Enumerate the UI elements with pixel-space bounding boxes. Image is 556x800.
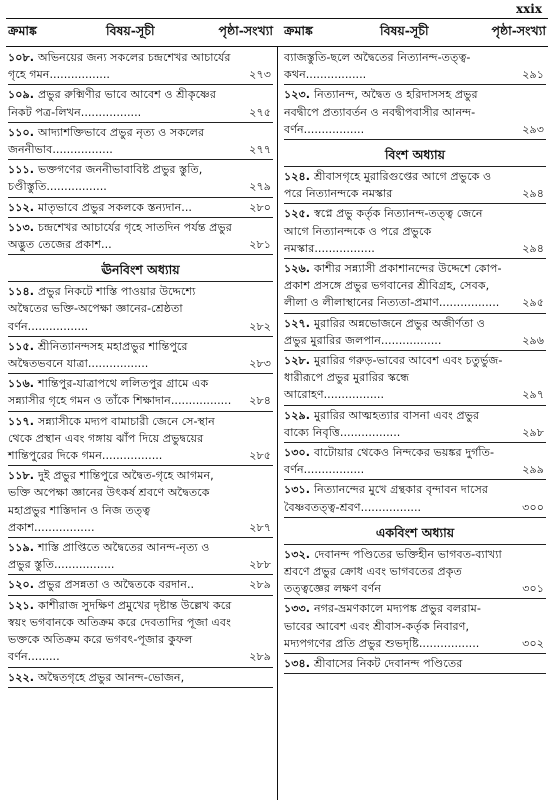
toc-entry (8, 85, 273, 122)
left-column (8, 48, 273, 688)
entry-number: ১১৬. (8, 377, 38, 391)
entry-page-number: ২৮২ (249, 319, 271, 333)
entry-text (284, 205, 506, 257)
toc-entry (284, 406, 546, 443)
entry-text (8, 467, 233, 536)
entry-page-number: ২৮০ (249, 200, 271, 214)
entry-text (8, 199, 233, 216)
entry-page-number: ২৮১ (249, 238, 271, 252)
entry-number: ১১০. (8, 125, 38, 139)
entry-page-number: ২৭৫ (249, 105, 271, 119)
entry-title: শ্রীবাসগৃহে মুরারিগুপ্তের আগে প্রভুকে ও পরে নিত্যানন্দকে নমস্কার (284, 170, 492, 201)
entry-title: অভিনয়ের জন্য সকলের চন্দ্রশেখর আচার্যের গৃহে গমন................. (8, 51, 231, 82)
toc-entry (8, 575, 273, 595)
entry-page-number: ৩০০ (522, 500, 544, 514)
toc-entry (8, 466, 273, 538)
entry-text (284, 444, 506, 478)
entry-title: চন্দ্রশেখর আচার্যের গৃহে সাতদিন পর্যন্ত প্রভুর অদ্ভুত তেজের প্রকাশ... (8, 220, 232, 252)
entry-number: ১২০. (8, 578, 38, 592)
entry-title: সন্ন্যাসীকে মদ্যপ বামাচারী জেনে সে-স্থান থেকে প্রস্থান এবং গঙ্গায় ঝাঁপ দিয়ে প্রভুদ্বয়ের শান্তিপুরের দিকে গমন................. (8, 414, 215, 463)
entry-number: ১১৫. (8, 339, 38, 353)
entry-title: নিত্যানন্দ, অদ্বৈত ও হরিদাসসহ প্রভুর নবদ্বীপে প্রত্যাবর্তন ও নবদ্বীপবাসীর আনন্দ-বর্ণন................. (284, 88, 478, 136)
page-header: পৃষ্ঠা-সংখ্যা (491, 23, 546, 38)
entry-text (8, 597, 233, 666)
entry-number: ১১৮. (8, 469, 38, 483)
entry-text (8, 539, 233, 573)
entry-number: ১২৭. (284, 316, 314, 330)
entry-number: ১১২. (8, 200, 38, 214)
toc-entry (8, 337, 273, 374)
entry-title: প্রভুর প্রসন্নতা ও অদ্বৈতকে বরদান.. (37, 578, 195, 592)
entry-text (284, 600, 506, 652)
entry-title: শ্রীবাসের নিকট দেবানন্দ পণ্ডিতের (313, 657, 463, 671)
entry-text (8, 338, 233, 372)
page-header: পৃষ্ঠা-সংখ্যা (218, 23, 273, 38)
entry-page-number: ২৭৭ (249, 143, 271, 157)
entry-page-number: ২৮৮ (249, 558, 271, 572)
entry-page-number: ২৯৭ (522, 388, 544, 402)
toc-entry (8, 668, 273, 688)
entry-text (284, 352, 506, 404)
top-rule (6, 18, 548, 19)
toc-entry (284, 48, 546, 85)
entry-text (284, 315, 506, 349)
entry-title: কাশীর সন্ন্যাসী প্রকাশানন্দের উদ্দেশে কোপ-প্রকাশ প্রসঙ্গে প্রভুর ভগবানের শ্রীবিগ্রহ, সেবক, লীলা ও লীলাস্থানের নিত্যতা-প্রমাণ................. (284, 262, 502, 310)
entry-page-number: ২৯৩ (522, 122, 544, 136)
entry-number: ১১৯. (8, 541, 38, 555)
entry-text (284, 407, 506, 441)
entry-number: ১১৪. (8, 285, 38, 299)
entry-number: ১২৯. (284, 408, 314, 422)
entry-number: ১১১. (8, 163, 38, 177)
entry-title: মুরারির গরুড়-ভাবের আবেশ এবং চতুর্ভুজ-ধারীরূপে প্রভুর মুরারির স্কন্ধে আরোহণ................. (284, 354, 503, 402)
toc-entry (8, 596, 273, 668)
serial-header: ক্রমাঙ্ক (8, 23, 37, 38)
toc-entry (284, 167, 546, 204)
entry-title: দুই প্রভুর শান্তিপুরে অদ্বৈত-গৃহে আগমন, ভক্তি অপেক্ষা জ্ঞানের উৎকর্ষ শ্রবণে অদ্বৈতকে মহাপ্রভুর শাস্তিদান ও নিজ তত্ত্ব প্রকাশ................. (8, 469, 214, 534)
entry-text (8, 124, 233, 158)
section-heading: ঊনবিংশ অধ্যায় (8, 255, 273, 282)
entry-text (8, 86, 233, 120)
entry-text (284, 481, 506, 515)
entry-title: বাটোয়ার থেকেও নিন্দকের ভয়ঙ্কর দুর্গতি-বর্ণন................. (284, 446, 495, 477)
right-column (284, 48, 546, 674)
entry-text (284, 260, 506, 312)
entry-number: ১২৮. (284, 354, 314, 368)
entry-number: ১১৩. (8, 220, 38, 234)
toc-entry (284, 545, 546, 600)
entry-number: ১২১. (8, 598, 38, 612)
toc-entry (284, 314, 546, 351)
entry-title: শ্রীনিত্যানন্দসহ মহাপ্রভুর শান্তিপুরে অদ্বৈতভবনে যাত্রা................. (8, 339, 188, 371)
section-heading: বিংশ অধ্যায় (284, 140, 546, 167)
entry-text (284, 655, 506, 672)
entry-title: মাতৃভাবে প্রভুর সকলকে স্তন্যদান... (37, 200, 192, 214)
entry-title: মুরারির অন্নভোজনে প্রভুর অজীর্ণতা ও প্রভুর মুরারির জলপান................. (284, 316, 486, 347)
entry-text (8, 576, 233, 593)
entry-text (8, 413, 233, 465)
toc-entry (8, 538, 273, 575)
entry-number: ১২৪. (284, 170, 314, 184)
entry-title: প্রভুর নিকটে শাস্তি পাওয়ার উদ্দেশ্যে অদ্বৈতের ভক্তি-অপেক্ষা জ্ঞানের-শ্রেষ্ঠতা বর্ণন................. (8, 285, 196, 333)
section-heading: একবিংশ অধ্যায় (284, 518, 546, 545)
entry-page-number: ২৭৯ (249, 180, 271, 194)
toc-entry (8, 123, 273, 160)
entry-number: ১৩১. (284, 483, 314, 497)
toc-entry (8, 198, 273, 218)
toc-entry (284, 443, 546, 480)
toc-entry (284, 599, 546, 654)
entry-title: ভক্তগণের জননীভাবাবিষ্ট প্রভুর স্তুতি, চণ্ডীস্তুতি................. (8, 163, 203, 194)
entry-title: শাস্তি প্রাপ্তিতে অদ্বৈতের আনন্দ-নৃত্য ও প্রভুর স্তুতি................. (8, 541, 210, 572)
left-header (8, 22, 273, 44)
subject-header: বিষয়-সূচী (380, 23, 429, 38)
entry-page-number: ২৯৪ (522, 187, 544, 201)
toc-entry (284, 654, 546, 674)
right-header (284, 22, 546, 44)
toc-entry (8, 412, 273, 467)
entry-title: স্বপ্নে প্রভু কর্তৃক নিত্যানন্দ-তত্ত্ব জেনে আগে নিত্যানন্দকে ও পরে প্রভুকে নমস্কার................. (284, 207, 483, 255)
entry-page-number: ২৯৯ (522, 463, 544, 477)
entry-title: শান্তিপুর-যাত্রাপথে ললিতপুর গ্রামে এক সন্ন্যাসীর গৃহে গমন ও তাঁকে শিক্ষাদান................. (8, 377, 232, 408)
toc-entry (8, 282, 273, 337)
entry-title: অদ্বৈতগৃহে প্রভুর আনন্দ-ভোজন, (37, 670, 185, 684)
entry-text (8, 669, 233, 686)
entry-text (284, 168, 506, 202)
toc-entry (284, 480, 546, 517)
entry-title: ব্যাজস্তুতি-ছলে অদ্বৈতের নিত্যানন্দ-তত্ত্ব-কথন................. (284, 51, 471, 82)
toc-entry (8, 160, 273, 197)
entry-text (284, 49, 506, 83)
toc-entry (284, 259, 546, 314)
entry-title: নগর-ভ্রমণকালে মদ্যপঙ্ক প্রভুর বলরাম-ভাবের আবেশ এবং শ্রীবাস-কর্তৃক নিবারণ, মদ্যপগণের প্রতি প্রভুর শুভদৃষ্টি................. (284, 602, 481, 650)
entry-number: ১৩০. (284, 446, 314, 460)
entry-text (8, 49, 233, 83)
entry-text (8, 161, 233, 195)
entry-title: কাশীরাজ সুদক্ষিণ প্রমুখের দৃষ্টান্ত উল্লেখ করে স্বয়ং ভগবানকে অতিক্রম করে দেবতাদির পূজা এবং ভক্তকে অতিক্রম করে ভগবৎ-পূজার কুফল বর্ণন......... (8, 598, 232, 664)
entry-number: ১২২. (8, 670, 38, 684)
entry-page-number: ২৯৪ (522, 241, 544, 255)
toc-entry (284, 204, 546, 259)
entry-page-number: ২৮৭ (249, 520, 271, 534)
entry-page-number: ২৮৪ (249, 394, 271, 408)
entry-number: ১৩২. (284, 547, 314, 561)
entry-page-number: ২৭৩ (249, 68, 271, 82)
entry-text (8, 219, 233, 253)
entry-number: ১২৩. (284, 88, 314, 102)
entry-page-number: ২৯৫ (522, 296, 544, 310)
entry-number: ১৩৪. (284, 657, 314, 671)
subject-header: বিষয়-সূচী (106, 23, 155, 38)
entry-title: দেবানন্দ পণ্ডিতের ভক্তিহীন ভাগবত-ব্যাখ্যা শ্রবণে প্রভুর ক্রোধ এবং ভাগবতের প্রকৃত তত্ত্বজ্ঞের লক্ষণ বর্ণন (284, 547, 502, 596)
entry-text (8, 283, 233, 335)
toc-entry (8, 48, 273, 85)
entry-number: ১১৭. (8, 414, 38, 428)
entry-page-number: ২৮৯ (249, 578, 271, 592)
entry-title: নিত্যানন্দের মুখে গ্রন্থকার বৃন্দাবন দাসের বৈষ্ণবতত্ত্ব-শ্রবণ................. (284, 483, 489, 514)
toc-entry (8, 218, 273, 255)
entry-page-number: ২৮৯ (249, 650, 271, 664)
entry-page-number: ৩০১ (522, 582, 544, 596)
entry-page-number: ২৮৩ (249, 357, 271, 371)
entry-number: ১৩৩. (284, 602, 314, 616)
entry-number: ১০৯. (8, 88, 38, 102)
entry-title: মুরারির আত্মহত্যার বাসনা এবং প্রভুর বাক্যে নিবৃত্তি................. (284, 408, 480, 439)
entry-title: প্রভুর রুক্মিণীর ভাবে আবেশ ও শ্রীকৃষ্ণের নিকট পত্র-লিখন................. (8, 88, 217, 119)
entry-number: ১০৮. (8, 51, 38, 64)
toc-entry (8, 374, 273, 411)
entry-page-number: ৩০২ (522, 636, 544, 650)
toc-entry (284, 85, 546, 140)
column-divider (277, 46, 278, 800)
entry-number: ১২৬. (284, 262, 314, 276)
serial-header: ক্রমাঙ্ক (284, 23, 313, 38)
entry-text (284, 86, 506, 138)
entry-text (8, 375, 233, 409)
entry-text (284, 546, 506, 598)
entry-page-number: ২৯৮ (522, 425, 544, 439)
entry-page-number: ২৮৫ (249, 449, 271, 463)
entry-number: ১২৫. (284, 207, 314, 221)
entry-page-number: ২৯১ (522, 68, 544, 82)
entry-title: আদ্যাশক্তিভাবে প্রভুর নৃত্য ও সকলের জননীভাব................. (8, 125, 205, 157)
entry-page-number: ২৯৬ (522, 333, 544, 347)
page-number: xxix (515, 2, 542, 16)
toc-entry (284, 351, 546, 406)
